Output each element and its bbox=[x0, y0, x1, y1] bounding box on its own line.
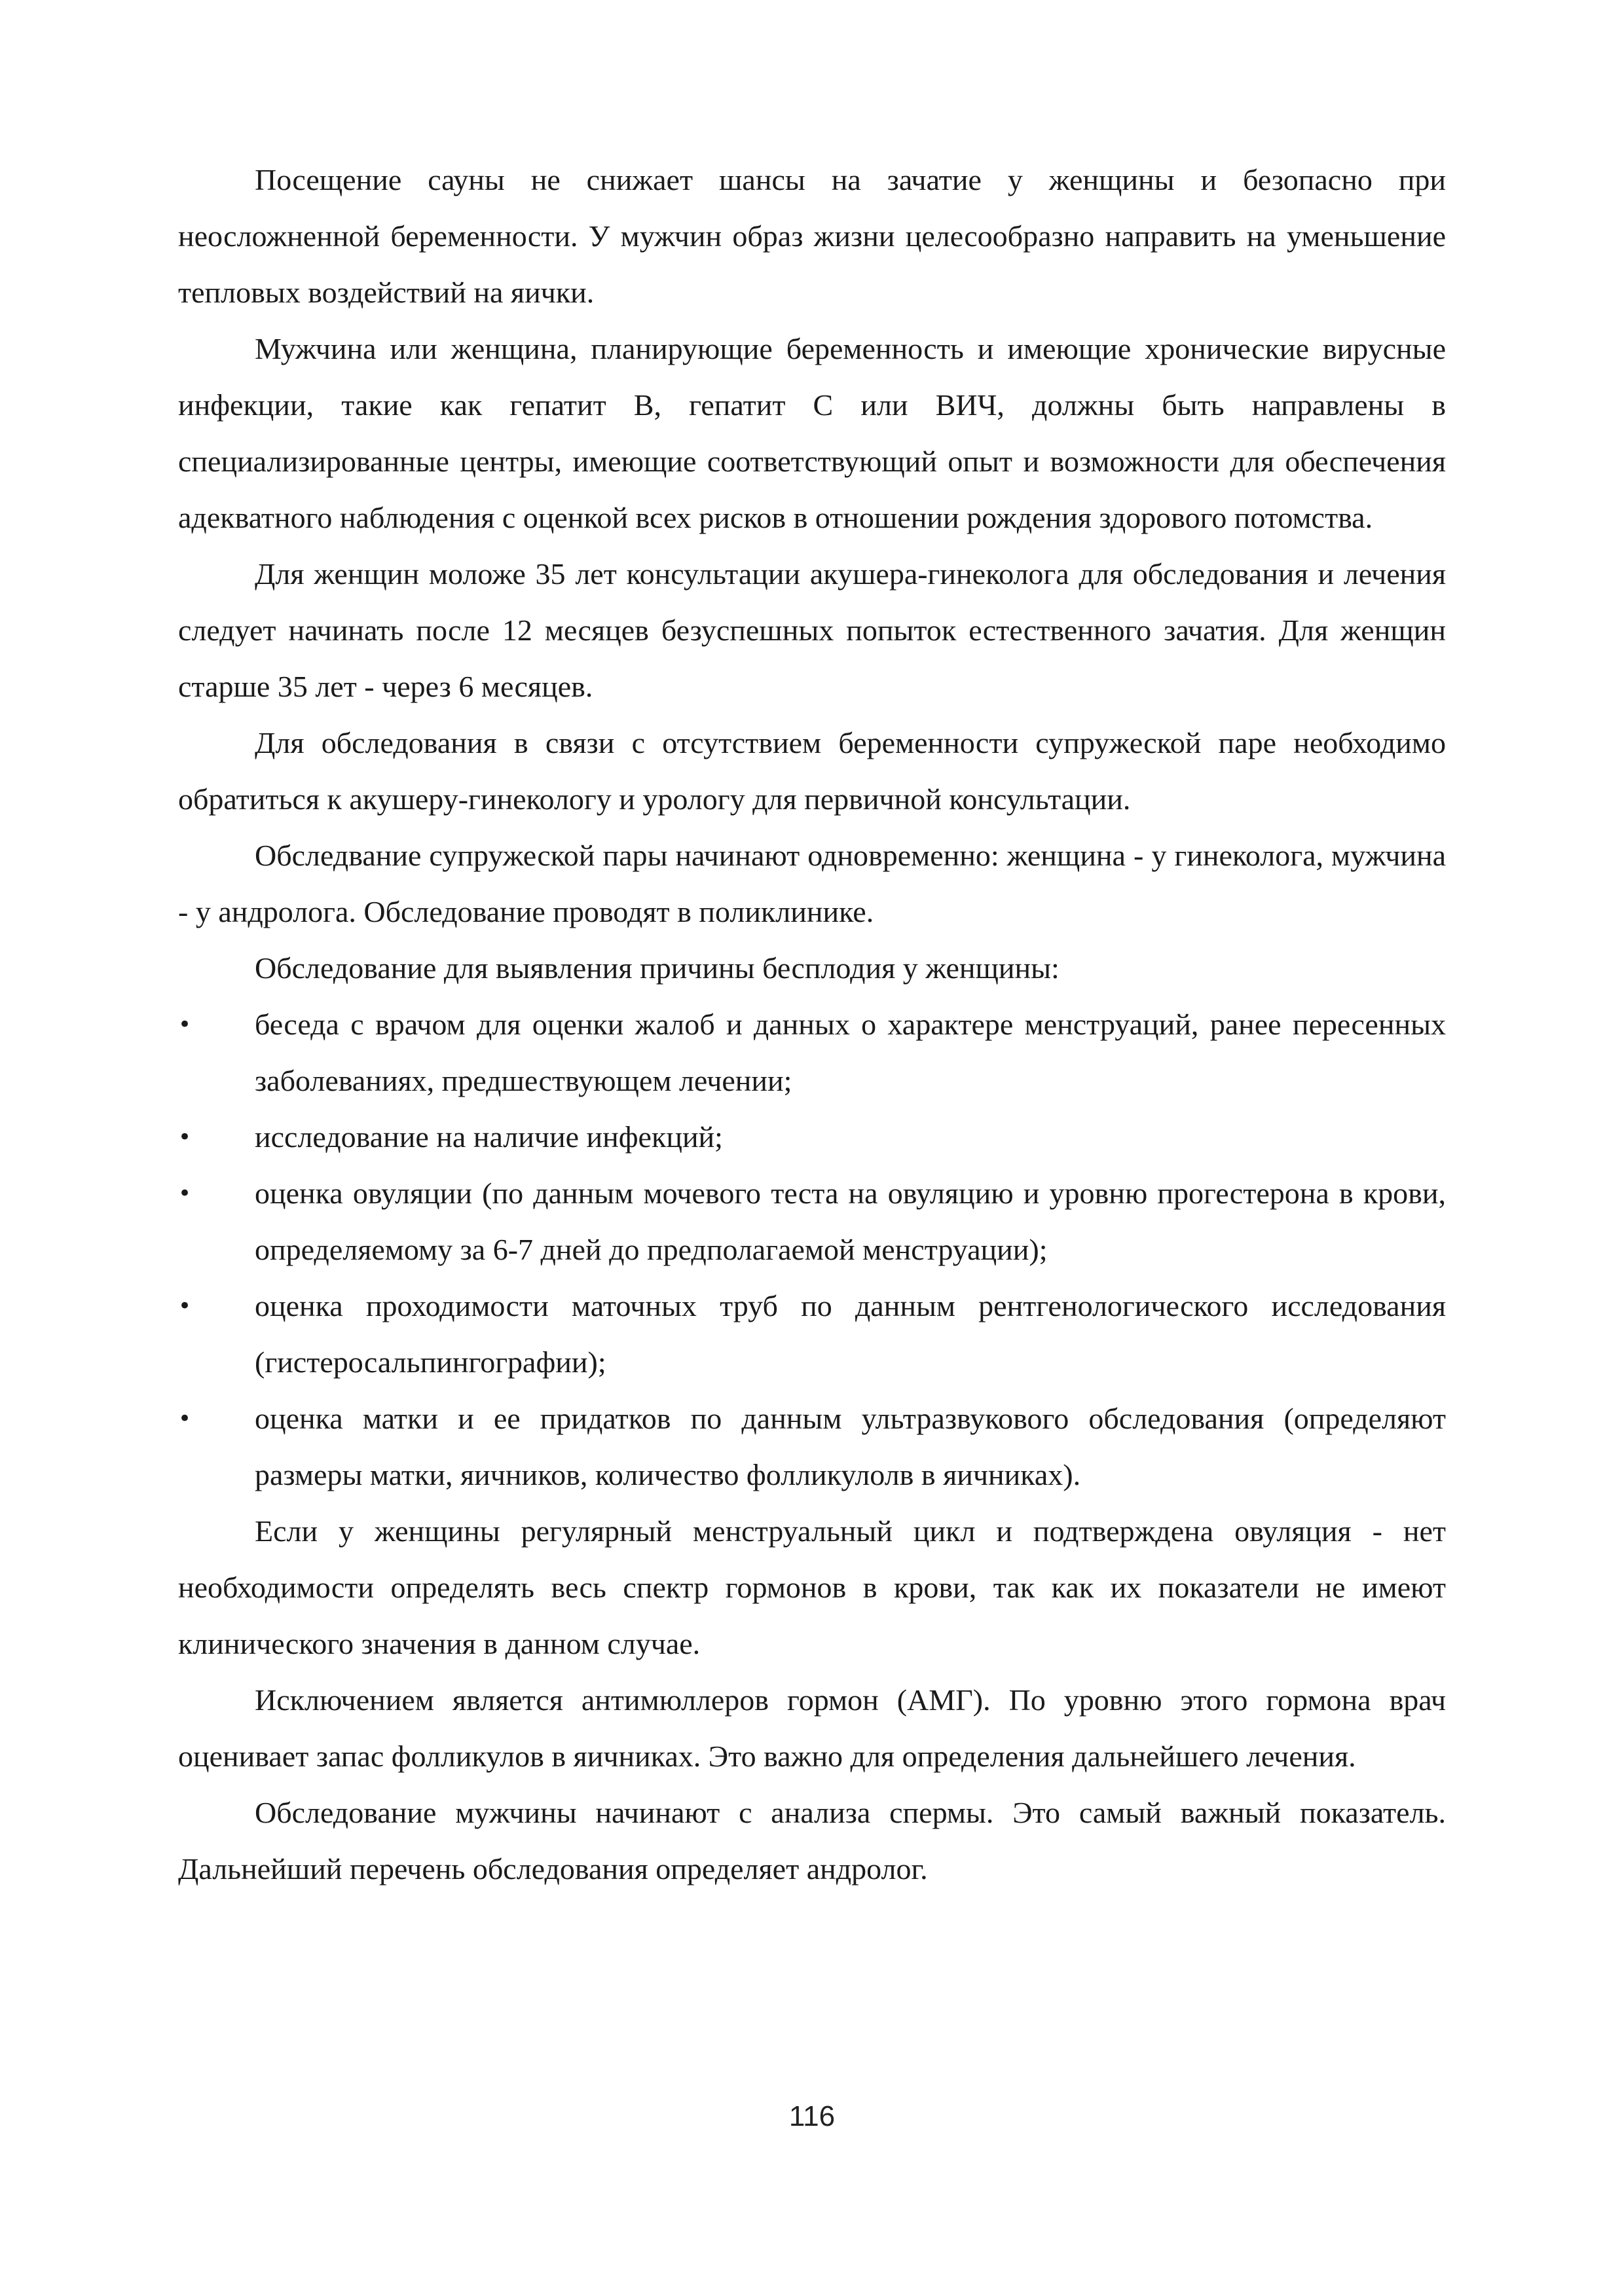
list-item bbox=[178, 996, 1446, 1109]
paragraph-hormones: Если у женщины регулярный менструальный цикл и подтверждена овуляция - нет необходимости определять весь спектр гормонов в крови, так как их показатели не имеют клинического значения в данном случае. bbox=[178, 1514, 1446, 1660]
list-item bbox=[178, 1278, 1446, 1391]
bullet-icon: • bbox=[178, 1011, 192, 1038]
bullet-icon: • bbox=[178, 1406, 192, 1432]
list-item-text: оценка овуляции (по данным мочевого теста на овуляцию и уровню прогестерона в крови, определяемому за 6-7 дней до предполагаемой менструации); bbox=[255, 1176, 1446, 1266]
bullet-icon: • bbox=[178, 1293, 192, 1319]
paragraph-sauna: Посещение сауны не снижает шансы на зачатие у женщины и безопасно при неосложненной беременности. У мужчин образ жизни целесообразно направить на уменьшение тепловых воздействий на яички. bbox=[178, 163, 1446, 309]
list-item-text: оценка матки и ее придатков по данным ультразвукового обследования (определяют размеры матки, яичников, количество фолликулолв в яичниках). bbox=[255, 1402, 1446, 1491]
page-number: 116 bbox=[788, 2100, 836, 2132]
paragraph-consultation-timing: Для женщин моложе 35 лет консультации акушера-гинеколога для обследования и лечения следует начинать после 12 месяцев безуспешных попыток естественного зачатия. Для женщин старше 35 лет - через 6 месяцев. bbox=[178, 557, 1446, 703]
page-content bbox=[178, 152, 1446, 1897]
paragraph-amh: Исключением является антимюллеров гормон (АМГ). По уровню этого гормона врач оценивает запас фолликулов в яичниках. Это важно для определения дальнейшего лечения. bbox=[178, 1683, 1446, 1773]
list-item-text: беседа с врачом для оценки жалоб и данных о характере менструаций, ранее пересенных заболеваниях, предшествующем лечении; bbox=[255, 1008, 1446, 1097]
list-item-text: оценка проходимости маточных труб по данным рентгенологического исследования (гистеросальпингографии); bbox=[255, 1289, 1446, 1379]
list-item bbox=[178, 1109, 1446, 1165]
female-exam-list bbox=[178, 996, 1446, 1503]
paragraph-couple-examination: Для обследования в связи с отсутствием беременности супружеской паре необходимо обратиться к акушеру-гинекологу и урологу для первичной консультации. bbox=[178, 726, 1446, 816]
bullet-icon: • bbox=[178, 1124, 192, 1150]
list-item bbox=[178, 1165, 1446, 1278]
paragraph-male-exam: Обследование мужчины начинают с анализа спермы. Это самый важный показатель. Дальнейший перечень обследования определяет андролог. bbox=[178, 1796, 1446, 1886]
list-item-text: исследование на наличие инфекций; bbox=[255, 1120, 723, 1154]
paragraph-viral-infections: Мужчина или женщина, планирующие беременность и имеющие хронические вирусные инфекции, такие как гепатит В, гепатит С или ВИЧ, должны быть направлены в специализированные центры, имеющие соответствующий опыт и возможности для обеспечения адекватного наблюдения с оценкой всех рисков в отношении рождения здорового потомства. bbox=[178, 332, 1446, 534]
bullet-icon: • bbox=[178, 1180, 192, 1207]
paragraph-female-exam-intro: Обследование для выявления причины бесплодия у женщины: bbox=[255, 951, 1060, 985]
list-item bbox=[178, 1391, 1446, 1503]
paragraph-simultaneous-exam: Обследвание супружеской пары начинают одновременно: женщина - у гинеколога, мужчина - у андролога. Обследование проводят в поликлинике. bbox=[178, 839, 1446, 928]
